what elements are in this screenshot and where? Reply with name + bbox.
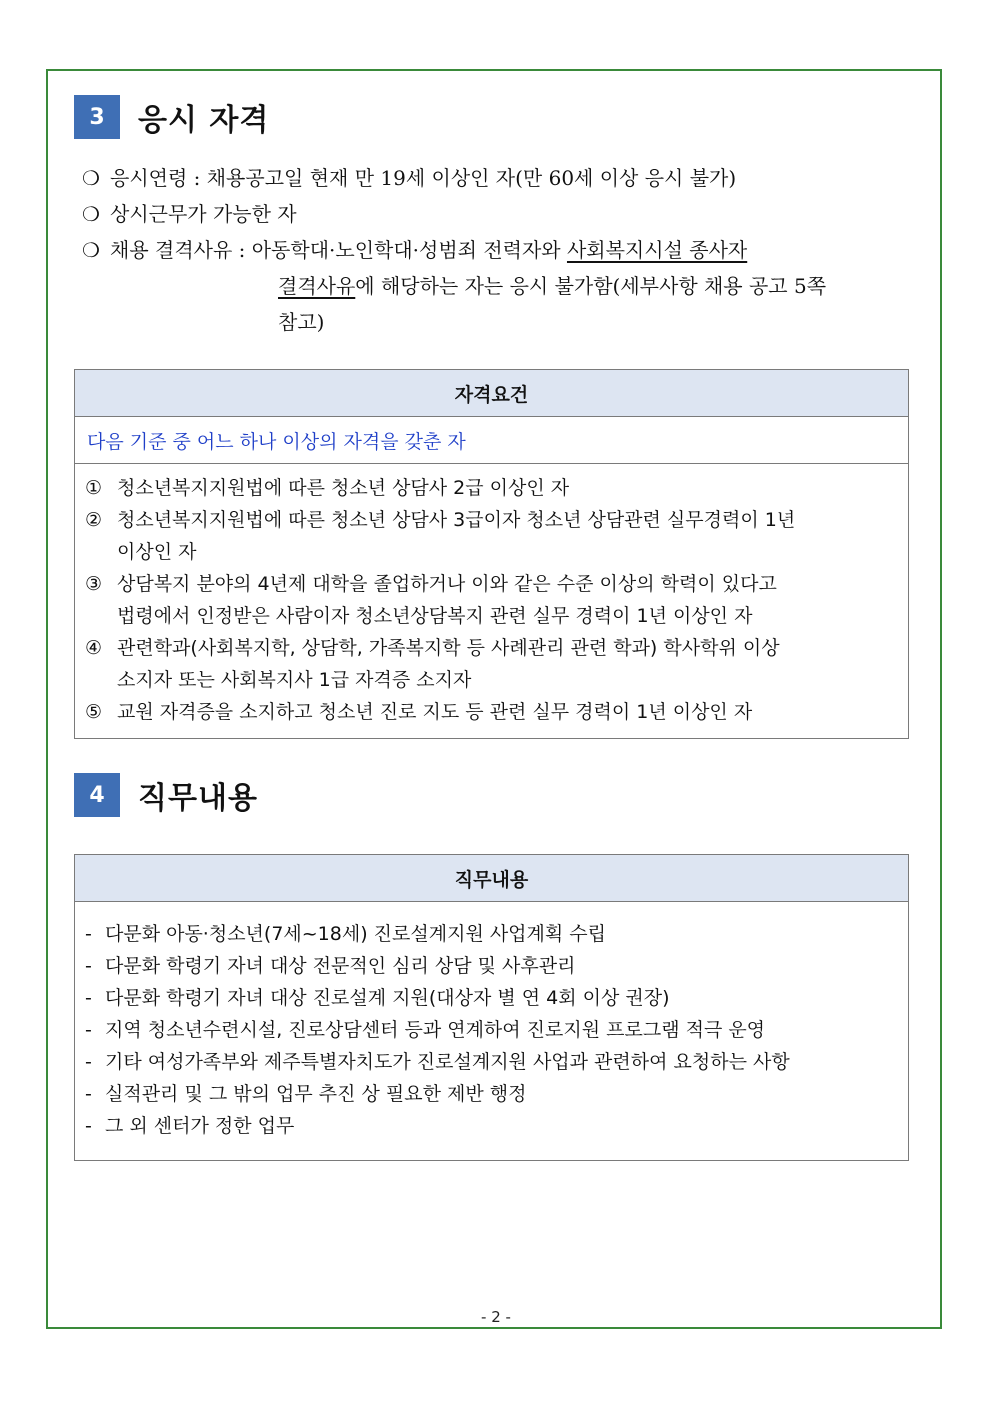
table-header: 자격요건 (75, 370, 909, 417)
item-text: 지역 청소년수련시설, 진로상담센터 등과 연계하여 진로지원 프로그램 적극 운영 (105, 1019, 766, 1041)
item-text: 법령에서 인정받은 사람이자 청소년상담복지 관련 실무 경력이 1년 이상인 자 (117, 605, 753, 627)
section-title: 직무내용 (138, 781, 258, 816)
duties-table (74, 854, 909, 1161)
item-text: 청소년복지지원법에 따른 청소년 상담사 2급 이상인 자 (117, 477, 570, 499)
item-number: ④ (85, 637, 103, 659)
list-item (85, 632, 896, 696)
item-text: 실적관리 및 그 밖의 업무 추진 상 필요한 제반 행정 (105, 1083, 527, 1105)
section-title: 응시 자격 (138, 103, 270, 138)
item-text: 다문화 학령기 자녀 대상 전문적인 심리 상담 및 사후관리 (105, 955, 576, 977)
continuation-text: 에 해당하는 자는 응시 불가함(세부사항 채용 공고 5쪽 (355, 274, 827, 298)
list-item: - 지역 청소년수련시설, 진로상담센터 등과 연계하여 진로지원 프로그램 적극 운영 (85, 1014, 896, 1046)
item-text: 기타 여성가족부와 제주특별자치도가 진로설계지원 사업과 관련하여 요청하는 사항 (105, 1051, 790, 1073)
bullet-continuation (82, 268, 912, 304)
item-text: 다문화 학령기 자녀 대상 진로설계 지원(대상자 별 연 4회 이상 권장) (105, 987, 670, 1009)
item-text: 소지자 또는 사회복지사 1급 자격증 소지자 (117, 669, 472, 691)
item-text: 관련학과(사회복지학, 상담학, 가족복지학 등 사례관리 관련 학과) 학사학위 이상 (117, 637, 780, 659)
list-item: - 기타 여성가족부와 제주특별자치도가 진로설계지원 사업과 관련하여 요청하는 사항 (85, 1046, 896, 1078)
eligibility-bullets (82, 160, 912, 340)
underlined-text: 결격사유 (278, 274, 356, 298)
list-item: - 다문화 학령기 자녀 대상 전문적인 심리 상담 및 사후관리 (85, 950, 896, 982)
item-number: ② (85, 509, 103, 531)
item-text: 다문화 아동·청소년(7세~18세) 진로설계지원 사업계획 수립 (105, 923, 606, 945)
qualification-table (74, 369, 909, 739)
item-number: ③ (85, 573, 103, 595)
item-text: 청소년복지지원법에 따른 청소년 상담사 3급이자 청소년 상담관련 실무경력이 1년 (117, 509, 796, 531)
item-text: 이상인 자 (117, 541, 197, 563)
table-header: 직무내용 (75, 855, 909, 902)
section-4-heading (74, 773, 258, 817)
duties-list (75, 902, 909, 1161)
bullet-label: 응시연령 : (110, 166, 207, 190)
list-item: - 다문화 아동·청소년(7세~18세) 진로설계지원 사업계획 수립 (85, 918, 896, 950)
circle-bullet-icon: ❍ (82, 166, 100, 190)
bullet-continuation-2: 참고) (278, 310, 325, 334)
list-item: - 다문화 학령기 자녀 대상 진로설계 지원(대상자 별 연 4회 이상 권장) (85, 982, 896, 1014)
section-number: 4 (74, 773, 120, 817)
circle-bullet-icon: ❍ (82, 238, 100, 262)
bullet-text: 아동학대·노인학대·성범죄 전력자와 (251, 238, 567, 262)
section-3-heading (74, 95, 269, 139)
underlined-text: 사회복지시설 종사자 (566, 238, 748, 262)
bullet-age (82, 160, 912, 196)
list-item (85, 472, 896, 504)
circle-bullet-icon: ❍ (82, 202, 100, 226)
bullet-label: 채용 결격사유 : (110, 238, 252, 262)
table-subheader: 다음 기준 중 어느 하나 이상의 자격을 갖춘 자 (75, 417, 909, 464)
item-text: 상담복지 분야의 4년제 대학을 졸업하거나 이와 같은 수준 이상의 학력이 있다고 (117, 573, 777, 595)
bullet-label: 상시근무가 가능한 자 (110, 202, 297, 226)
list-item: - 실적관리 및 그 밖의 업무 추진 상 필요한 제반 행정 (85, 1078, 896, 1110)
list-item (85, 504, 896, 568)
list-item: - 그 외 센터가 정한 업무 (85, 1110, 896, 1142)
bullet-fulltime (82, 196, 912, 232)
item-text: 교원 자격증을 소지하고 청소년 진로 지도 등 관련 실무 경력이 1년 이상인 자 (117, 701, 753, 723)
section-number: 3 (74, 95, 120, 139)
item-number: ① (85, 477, 103, 499)
bullet-disqualification (82, 232, 912, 268)
page-number: - 2 - (481, 1308, 511, 1326)
list-item (85, 568, 896, 632)
qualification-list (75, 464, 909, 739)
list-item (85, 696, 896, 728)
bullet-text: 채용공고일 현재 만 19세 이상인 자(만 60세 이상 응시 불가) (206, 166, 737, 190)
item-text: 그 외 센터가 정한 업무 (105, 1115, 295, 1137)
item-number: ⑤ (85, 701, 103, 723)
